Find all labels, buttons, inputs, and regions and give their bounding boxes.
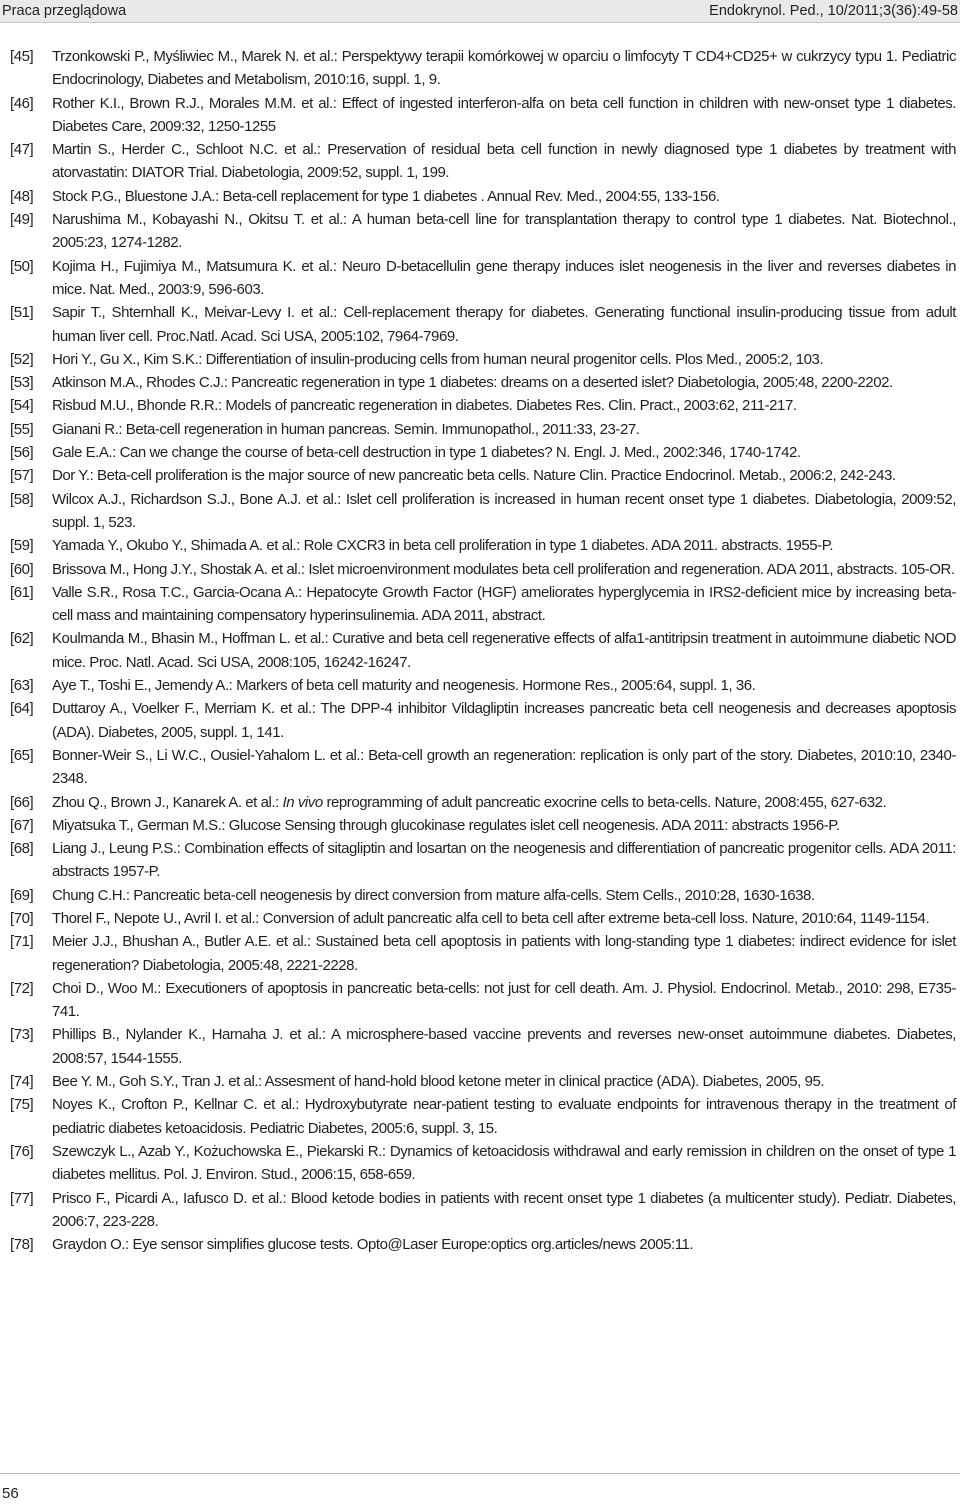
page-number: 56 xyxy=(2,1485,19,1502)
reference-text: Hori Y., Gu X., Kim S.K.: Differentiation of insulin-producing cells from human neural progenitor cells. Plos Med., 2005:2, 103. xyxy=(52,350,824,368)
reference-number: [61] xyxy=(10,583,34,601)
running-header xyxy=(0,0,960,23)
reference-text: Phillips B., Nylander K., Harnaha J. et al.: A microsphere-based vaccine prevents and reverses new-onset autoimmune diabetes. Diabetes, 2008:57, 1544-1555. xyxy=(52,1026,956,1067)
reference-item xyxy=(10,558,956,581)
reference-item xyxy=(10,1233,956,1256)
reference-number: [70] xyxy=(10,909,34,927)
reference-item xyxy=(10,674,956,697)
reference-text-part: reprogramming of adult pancreatic exocrine cells to beta-cells. Nature, 2008:455, 627-632. xyxy=(322,793,887,811)
reference-text: Dor Y.: Beta-cell proliferation is the major source of new pancreatic beta cells. Nature Clin. Practice Endocrinol. Metab., 2006:2, 242-243. xyxy=(52,467,896,485)
reference-text: Valle S.R., Rosa T.C., Garcia-Ocana A.: Hepatocyte Growth Factor (HGF) ameliorates hyperglycemia in IRS2-deficient mice by increasing beta-cell mass and maintaining compensatory hyperinsulinemia. ADA 2011, abstract. xyxy=(52,583,956,625)
reference-text: Szewczyk L., Azab Y., Kożuchowska E., Piekarski R.: Dynamics of ketoacidosis withdrawal and early remission in children on the onset of type 1 diabetes mellitus. Pol. J. Environ. Stud., 2006:15, 658-659. xyxy=(52,1142,956,1184)
reference-item xyxy=(10,837,956,884)
reference-text: Bee Y. M., Goh S.Y., Tran J. et al.: Assesment of hand-hold blood ketone meter in clinical practice (ADA). Diabetes, 2005, 95. xyxy=(52,1073,825,1091)
reference-item xyxy=(10,1023,956,1070)
reference-number: [78] xyxy=(10,1236,34,1254)
reference-number: [65] xyxy=(10,746,34,764)
reference-item xyxy=(10,45,956,92)
reference-text: Aye T., Toshi E., Jemendy A.: Markers of beta cell maturity and neogenesis. Hormone Res., 2005:64, suppl. 1, 36. xyxy=(52,677,756,695)
reference-number: [59] xyxy=(10,537,34,555)
reference-item xyxy=(10,791,956,814)
reference-item xyxy=(10,1093,956,1140)
reference-number: [47] xyxy=(10,141,34,159)
reference-number: [68] xyxy=(10,840,34,858)
reference-text: Prisco F., Picardi A., Iafusco D. et al.: Blood ketode bodies in patients with recent onset type 1 diabetes (a multicenter study). Pediatr. Diabetes, 2006:7, 223-228. xyxy=(52,1189,956,1230)
reference-number: [69] xyxy=(10,886,34,904)
reference-number: [72] xyxy=(10,979,34,997)
reference-number: [54] xyxy=(10,397,34,415)
reference-text: Wilcox A.J., Richardson S.J., Bone A.J. et al.: Islet cell proliferation is increased in human recent onset type 1 diabetes. Diabetologia, 2009:52, suppl. 1, 523. xyxy=(52,490,956,531)
reference-item xyxy=(10,138,956,185)
reference-text: Risbud M.U., Bhonde R.R.: Models of pancreatic regeneration in diabetes. Diabetes Res. Clin. Pract., 2003:62, 211-217. xyxy=(52,397,797,415)
reference-text: Narushima M., Kobayashi N., Okitsu T. et al.: A human beta-cell line for transplantation therapy to control type 1 diabetes. Nat. Biotechnol., 2005:23, 1274-1282. xyxy=(52,211,956,252)
reference-number: [52] xyxy=(10,350,34,368)
reference-number: [71] xyxy=(10,933,34,951)
reference-item xyxy=(10,907,956,930)
reference-text: Meier J.J., Bhushan A., Butler A.E. et al.: Sustained beta cell apoptosis in patients with long-standing type 1 diabetes: indirect evidence for islet regeneration? Diabetologia, 2005:48, 2221-2228. xyxy=(52,933,956,974)
reference-text: Duttaroy A., Voelker F., Merriam K. et al.: The DPP-4 inhibitor Vildagliptin increases pancreatic beta cell neogenesis and decreases apoptosis (ADA). Diabetes, 2005, suppl. 1, 141. xyxy=(52,700,956,741)
reference-text: Gianani R.: Beta-cell regeneration in human pancreas. Semin. Immunopathol., 2011:33, 23-27. xyxy=(52,420,640,438)
reference-item xyxy=(10,301,956,348)
reference-text: Yamada Y., Okubo Y., Shimada A. et al.: Role CXCR3 in beta cell proliferation in type 1 diabetes. ADA 2011. abstracts. 1955-P. xyxy=(52,537,834,555)
reference-item xyxy=(10,441,956,464)
reference-text: Graydon O.: Eye sensor simplifies glucose tests. Opto@Laser Europe:optics org.articles/news 2005:11. xyxy=(52,1236,694,1254)
reference-number: [50] xyxy=(10,257,34,275)
reference-number: [45] xyxy=(10,48,34,65)
reference-item xyxy=(10,371,956,394)
reference-text: Brissova M., Hong J.Y., Shostak A. et al.: Islet microenvironment modulates beta cell proliferation and regeneration. ADA 2011, abstracts. 105-OR. xyxy=(52,560,955,578)
reference-number: [77] xyxy=(10,1189,34,1207)
reference-item xyxy=(10,208,956,255)
reference-number: [58] xyxy=(10,490,34,508)
reference-text xyxy=(52,794,886,811)
reference-item xyxy=(10,930,956,977)
reference-text: Liang J., Leung P.S.: Combination effects of sitagliptin and losartan on the neogenesis and differentiation of pancreatic progenitor cells. ADA 2011: abstracts 1957-P. xyxy=(52,840,956,881)
journal-citation: Endokrynol. Ped., 10/2011;3(36):49-58 xyxy=(709,3,958,19)
reference-number: [66] xyxy=(10,793,34,811)
reference-number: [51] xyxy=(10,304,34,322)
reference-item xyxy=(10,255,956,302)
reference-italic-text: In vivo xyxy=(282,793,323,811)
reference-number: [48] xyxy=(10,187,34,205)
reference-text: Sapir T., Shternhall K., Meivar-Levy I. et al.: Cell-replacement therapy for diabetes. Generating functional insulin-producing tissue from adult human liver cell. Proc.Natl. Acad. Sci USA, 2005:102, 7964-7969. xyxy=(52,304,956,345)
reference-number: [53] xyxy=(10,374,34,392)
reference-number: [55] xyxy=(10,420,34,438)
reference-item xyxy=(10,884,956,907)
reference-text-part: Zhou Q., Brown J., Kanarek A. et al.: xyxy=(52,793,283,811)
reference-item xyxy=(10,394,956,417)
reference-number: [74] xyxy=(10,1073,34,1091)
reference-text: Noyes K., Crofton P., Kellnar C. et al.: Hydroxybutyrate near-patient testing to evaluate endpoints for intravenous therapy in the treatment of pediatric diabetes ketoacidosis. Pediatric Diabetes, 2005:6, suppl. 3, 15. xyxy=(52,1096,956,1137)
reference-item xyxy=(10,488,956,535)
reference-text: Miyatsuka T., German M.S.: Glucose Sensing through glucokinase regulates islet cell neogenesis. ADA 2011: abstracts 1956-P. xyxy=(52,816,840,834)
reference-item xyxy=(10,744,956,791)
reference-item xyxy=(10,581,956,628)
reference-number: [49] xyxy=(10,211,34,229)
reference-item xyxy=(10,348,956,371)
reference-number: [56] xyxy=(10,444,34,462)
reference-item xyxy=(10,92,956,139)
reference-number: [64] xyxy=(10,700,34,718)
reference-number: [63] xyxy=(10,677,34,695)
reference-text: Gale E.A.: Can we change the course of beta-cell destruction in type 1 diabetes? N. Engl. J. Med., 2002:346, 1740-1742. xyxy=(52,444,801,462)
reference-number: [60] xyxy=(10,560,34,578)
footer-divider xyxy=(0,1473,960,1474)
reference-text: Kojima H., Fujimiya M., Matsumura K. et al.: Neuro D-betacellulin gene therapy induces islet neogenesis in the liver and reverses diabetes in mice. Nat. Med., 2003:9, 596-603. xyxy=(52,257,956,298)
reference-text: Rother K.I., Brown R.J., Morales M.M. et al.: Effect of ingested interferon-alfa on beta cell function in children with new-onset type 1 diabetes. Diabetes Care, 2009:32, 1250-1255 xyxy=(52,94,956,135)
reference-text: Trzonkowski P., Myśliwiec M., Marek N. et al.: Perspektywy terapii komórkowej w oparciu o limfocyty T CD4+CD25+ w cukrzycy typu 1. Pediatric Endocrinology, Diabetes and Metabolism, 2010:16, suppl. 1, 9. xyxy=(52,48,956,89)
reference-item xyxy=(10,1070,956,1093)
reference-item xyxy=(10,814,956,837)
reference-number: [73] xyxy=(10,1026,34,1044)
reference-text: Bonner-Weir S., Li W.C., Ousiel-Yahalom L. et al.: Beta-cell growth an regeneration: replication is only part of the story. Diabetes, 2010:10, 2340-2348. xyxy=(52,746,956,788)
reference-item xyxy=(10,697,956,744)
reference-text: Koulmanda M., Bhasin M., Hoffman L. et al.: Curative and beta cell regenerative effects of alfa1-antitripsin treatment in autoimmune diabetic NOD mice. Proc. Natl. Acad. Sci USA, 2008:105, 16242-16247. xyxy=(52,630,956,671)
reference-item xyxy=(10,1140,956,1187)
reference-item xyxy=(10,464,956,487)
reference-text: Choi D., Woo M.: Executioners of apoptosis in pancreatic beta-cells: not just for cell death. Am. J. Physiol. Endocrinol. Metab., 2010: 298, E735-741. xyxy=(52,979,956,1021)
article-type-label: Praca przeglądowa xyxy=(2,3,127,19)
reference-item xyxy=(10,627,956,674)
reference-number: [67] xyxy=(10,816,34,834)
reference-text: Atkinson M.A., Rhodes C.J.: Pancreatic regeneration in type 1 diabetes: dreams on a deserted islet? Diabetologia, 2005:48, 2200-2202. xyxy=(52,374,893,392)
reference-item xyxy=(10,185,956,208)
reference-number: [62] xyxy=(10,630,34,648)
reference-item xyxy=(10,534,956,557)
reference-item xyxy=(10,418,956,441)
reference-number: [76] xyxy=(10,1142,34,1160)
reference-list xyxy=(10,45,956,1256)
reference-text: Chung C.H.: Pancreatic beta-cell neogenesis by direct conversion from mature alfa-cells. Stem Cells., 2010:28, 1630-1638. xyxy=(52,886,815,904)
reference-number: [57] xyxy=(10,467,34,485)
reference-item xyxy=(10,977,956,1024)
reference-number: [46] xyxy=(10,94,34,112)
reference-item xyxy=(10,1187,956,1234)
reference-number: [75] xyxy=(10,1096,34,1114)
reference-text: Stock P.G., Bluestone J.A.: Beta-cell replacement for type 1 diabetes . Annual Rev. Med., 2004:55, 133-156. xyxy=(52,187,720,205)
reference-text: Martin S., Herder C., Schloot N.C. et al.: Preservation of residual beta cell function in newly diagnosed type 1 diabetes by treatment with atorvastatin: DIATOR Trial. Diabetologia, 2009:52, suppl. 1, 199. xyxy=(52,141,956,182)
reference-text: Thorel F., Nepote U., Avril I. et al.: Conversion of adult pancreatic alfa cell to beta cell after extreme beta-cell loss. Nature, 2010:64, 1149-1154. xyxy=(52,909,930,927)
